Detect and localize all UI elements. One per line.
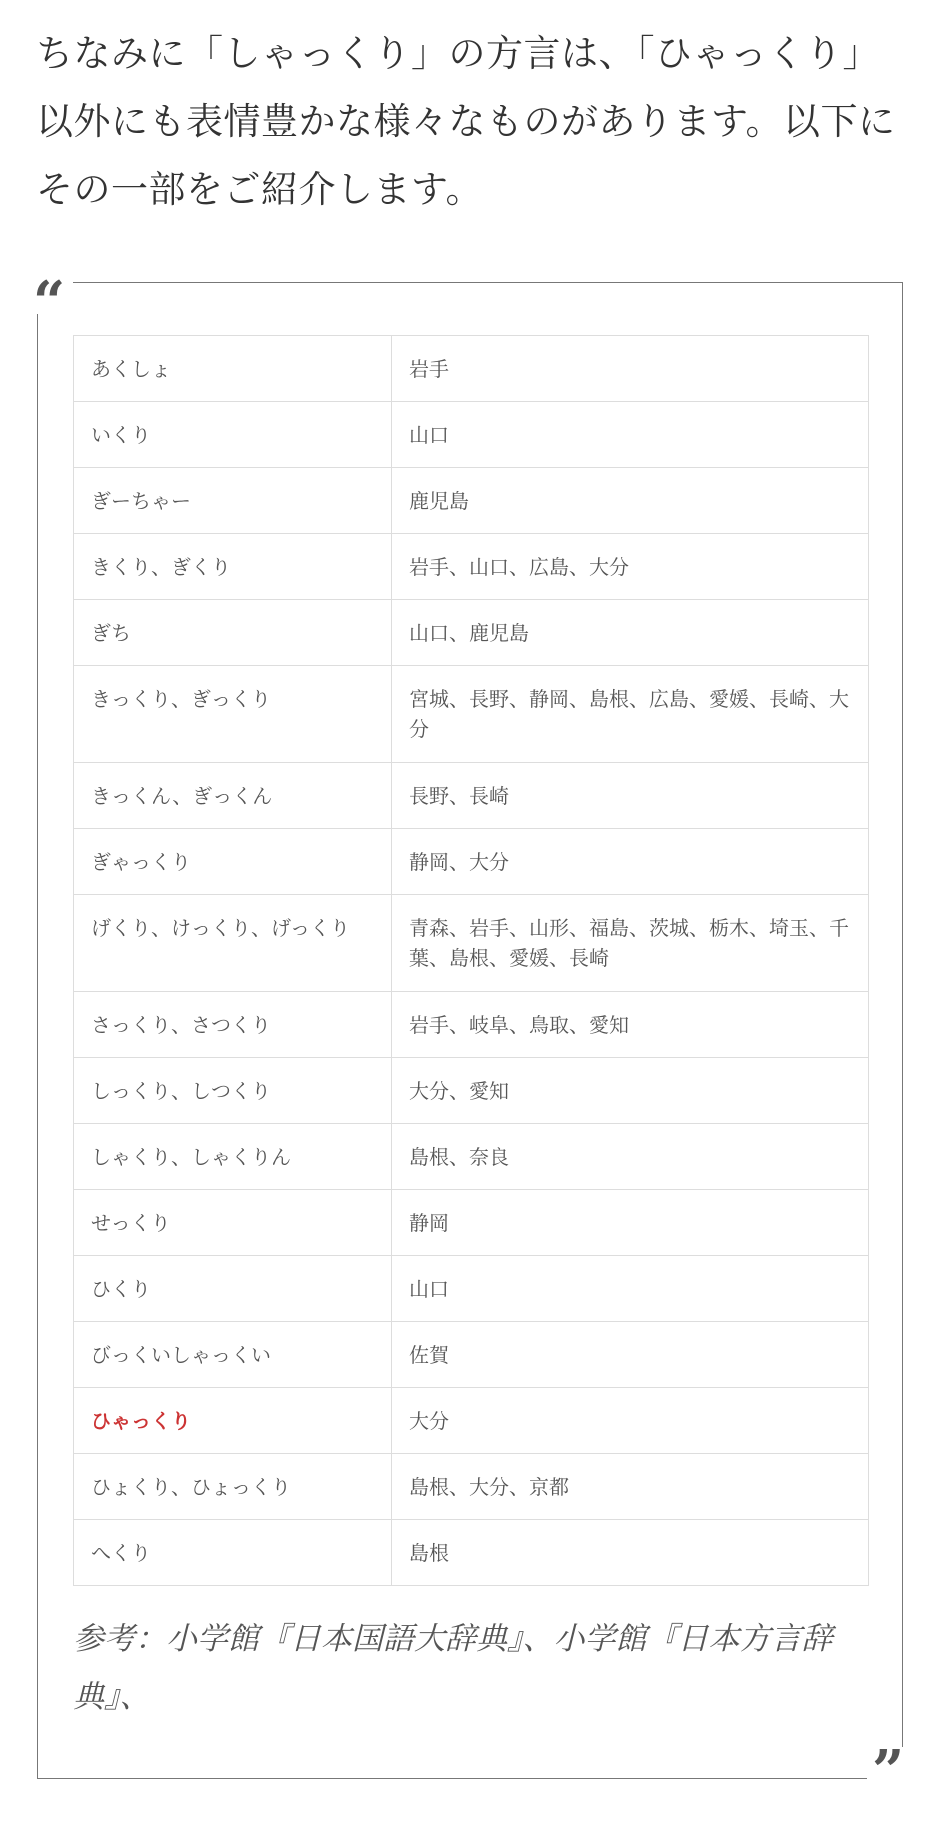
dialect-word-cell [74,402,392,468]
table-row [74,1058,869,1124]
table-row [74,534,869,600]
dialect-regions-cell: 鹿児島 [392,468,869,534]
intro-paragraph: ちなみに「しゃっくり」の方言は、「ひゃっくり」以外にも表情豊かな様々なものがあります。以下にその一部をご紹介します。 [36,32,896,211]
table-row [74,1388,869,1454]
dialect-word-cell [74,1322,392,1388]
dialect-word-cell [74,1058,392,1124]
open-quote-icon: “ [33,269,66,335]
source-citation [73,1610,853,1726]
dialect-word: ぎーちゃー [91,489,191,513]
dialect-regions-cell: 岩手、山口、広島、大分 [392,534,869,600]
table-row [74,336,869,402]
table-row [74,895,869,992]
dialect-regions-cell: 島根、大分、京都 [392,1454,869,1520]
dialect-word: へくり [91,1541,151,1565]
dialect-word-cell [74,763,392,829]
source-label: 参考： [73,1621,166,1657]
dialect-word: いくり [91,423,151,447]
dialect-regions-cell: 山口、鹿児島 [392,600,869,666]
dialect-word: ぎゃっくり [91,850,191,874]
table-row [74,666,869,763]
dialect-word-cell [74,666,392,763]
dialect-word: ひくり [91,1277,151,1301]
table-row [74,402,869,468]
table-row [74,1520,869,1586]
table-row [74,1322,869,1388]
dialect-regions-cell: 山口 [392,402,869,468]
dialect-regions-cell: 山口 [392,1256,869,1322]
dialect-regions-cell: 島根、奈良 [392,1124,869,1190]
blockquote-border-bottom [37,1778,867,1779]
dialect-regions-cell: 大分 [392,1388,869,1454]
dialect-regions-cell: 長野、長崎 [392,763,869,829]
dialect-table [73,335,869,1586]
dialect-word-cell [74,1388,392,1454]
dialect-regions-cell: 大分、愛知 [392,1058,869,1124]
dialect-word-cell [74,992,392,1058]
dialect-word-cell [74,895,392,992]
table-row [74,992,869,1058]
dialect-regions-cell: 青森、岩手、山形、福島、茨城、栃木、埼玉、千葉、島根、愛媛、長崎 [392,895,869,992]
dialect-regions-cell: 岩手、岐阜、鳥取、愛知 [392,992,869,1058]
blockquote-border-right [902,282,903,1747]
dialect-word-cell [74,336,392,402]
table-row [74,1124,869,1190]
dialect-word: きっくり、ぎっくり [91,687,271,711]
blockquote-border-left [37,314,38,1779]
close-quote-icon: ” [872,1738,905,1804]
dialect-word: あくしょ [91,357,171,381]
dialect-table-body [74,336,869,1586]
dialect-word-cell [74,1520,392,1586]
dialect-word: びっくいしゃっくい [91,1343,271,1367]
table-row [74,763,869,829]
dialect-regions-cell: 岩手 [392,336,869,402]
dialect-word-cell [74,468,392,534]
dialect-word: せっくり [91,1211,171,1235]
dialect-word: しっくり、しつくり [91,1079,271,1103]
dialect-word-cell [74,600,392,666]
dialect-word-cell [74,829,392,895]
table-row [74,829,869,895]
blockquote-border-top [73,282,903,283]
dialect-word: さっくり、さつくり [91,1013,271,1037]
dialect-word-cell [74,1454,392,1520]
highlighted-dialect-word: ひゃっくり [91,1409,191,1433]
dialect-regions-cell: 佐賀 [392,1322,869,1388]
dialect-word-cell [74,1124,392,1190]
source-text: 小学館『日本国語大辞典』、小学館『日本方言辞典』、 [73,1621,833,1715]
dialect-regions-cell: 静岡、大分 [392,829,869,895]
table-row [74,468,869,534]
table-row [74,1190,869,1256]
dialect-regions-cell: 宮城、長野、静岡、島根、広島、愛媛、長崎、大分 [392,666,869,763]
dialect-word: げくり、けっくり、げっくり [91,916,350,940]
dialect-word: しゃくり、しゃくりん [91,1145,291,1169]
dialect-word: ひょくり、ひょっくり [91,1475,291,1499]
dialect-word-cell [74,534,392,600]
dialect-regions-cell: 島根 [392,1520,869,1586]
dialect-word-cell [74,1190,392,1256]
dialect-word: きくり、ぎくり [91,555,231,579]
dialect-word-cell [74,1256,392,1322]
table-row [74,1256,869,1322]
dialect-word: ぎち [91,621,131,645]
dialect-regions-cell: 静岡 [392,1190,869,1256]
table-row [74,1454,869,1520]
dialect-word: きっくん、ぎっくん [91,784,273,808]
table-row [74,600,869,666]
